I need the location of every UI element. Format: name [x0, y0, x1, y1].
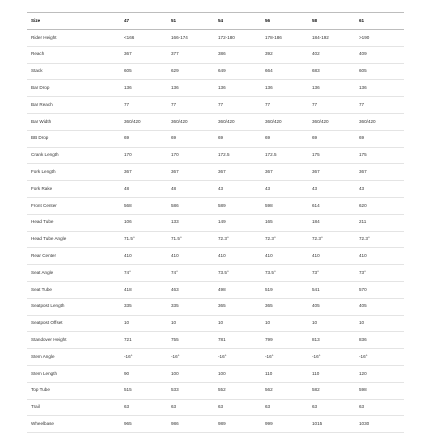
- table-cell: 63: [171, 399, 218, 416]
- table-cell: 360/420: [359, 113, 404, 130]
- table-row: [27, 97, 404, 114]
- table-cell: 360/420: [312, 113, 359, 130]
- table-cell: 1030: [359, 416, 404, 433]
- table-cell: 175: [359, 147, 404, 164]
- table-cell: 649: [218, 63, 265, 80]
- table-row: [27, 332, 404, 349]
- table-cell: 836: [359, 332, 404, 349]
- table-row: [27, 298, 404, 315]
- table-cell: 69: [265, 130, 312, 147]
- table-cell: 418: [124, 281, 171, 298]
- row-label: Stack: [27, 63, 124, 80]
- table-cell: 582: [312, 382, 359, 399]
- table-cell: 405: [312, 298, 359, 315]
- table-cell: 367: [171, 164, 218, 181]
- table-cell: 377: [171, 46, 218, 63]
- table-cell: 100: [218, 365, 265, 382]
- table-cell: 367: [359, 164, 404, 181]
- table-cell: 498: [218, 281, 265, 298]
- table-cell: 410: [218, 248, 265, 265]
- table-cell: 586: [171, 197, 218, 214]
- table-cell: 69: [359, 130, 404, 147]
- table-row: [27, 248, 404, 265]
- table-cell: 360/420: [171, 113, 218, 130]
- row-label: Crank Length: [27, 147, 124, 164]
- table-row: [27, 46, 404, 63]
- row-label: Stem Length: [27, 365, 124, 382]
- row-label: Front Center: [27, 197, 124, 214]
- table-cell: 541: [312, 281, 359, 298]
- table-cell: 360/420: [218, 113, 265, 130]
- table-cell: 133: [171, 214, 218, 231]
- table-cell: 367: [124, 164, 171, 181]
- table-cell: 10: [312, 315, 359, 332]
- table-cell: 999: [265, 416, 312, 433]
- row-label: Head Tube: [27, 214, 124, 231]
- table-cell: 178-186: [265, 30, 312, 47]
- table-cell: 360/420: [124, 113, 171, 130]
- table-row: [27, 147, 404, 164]
- table-cell: 721: [124, 332, 171, 349]
- table-cell: 410: [359, 248, 404, 265]
- table-cell: 166-174: [171, 30, 218, 47]
- column-header-size: Size: [27, 13, 124, 30]
- table-cell: 184-192: [312, 30, 359, 47]
- table-cell: 63: [124, 399, 171, 416]
- table-cell: 335: [171, 298, 218, 315]
- table-cell: 63: [265, 399, 312, 416]
- table-cell: -16°: [312, 349, 359, 366]
- table-cell: 463: [171, 281, 218, 298]
- table-row: [27, 164, 404, 181]
- table-cell: 73.5°: [265, 265, 312, 282]
- table-row: [27, 80, 404, 97]
- table-cell: 10: [171, 315, 218, 332]
- table-cell: 598: [359, 382, 404, 399]
- table-row: [27, 63, 404, 80]
- row-label: Bar Drop: [27, 80, 124, 97]
- row-label: Seatpost Length: [27, 298, 124, 315]
- row-label: Head Tube Angle: [27, 231, 124, 248]
- table-cell: 755: [171, 332, 218, 349]
- table-cell: 74°: [124, 265, 171, 282]
- table-row: [27, 231, 404, 248]
- table-cell: 410: [124, 248, 171, 265]
- table-cell: 392: [265, 46, 312, 63]
- row-label: Fork Rake: [27, 181, 124, 198]
- table-row: [27, 30, 404, 47]
- geometry-table-container: [27, 12, 404, 433]
- table-cell: 405: [359, 298, 404, 315]
- table-row: [27, 416, 404, 433]
- table-cell: 335: [124, 298, 171, 315]
- table-cell: 365: [218, 298, 265, 315]
- table-cell: 605: [124, 63, 171, 80]
- table-cell: 629: [171, 63, 218, 80]
- table-cell: 77: [124, 97, 171, 114]
- table-cell: 136: [124, 80, 171, 97]
- table-cell: 72.3°: [359, 231, 404, 248]
- table-cell: 110: [312, 365, 359, 382]
- table-cell: 10: [218, 315, 265, 332]
- table-cell: 77: [218, 97, 265, 114]
- table-cell: 69: [171, 130, 218, 147]
- table-cell: 170: [124, 147, 171, 164]
- table-row: [27, 197, 404, 214]
- table-cell: -16°: [218, 349, 265, 366]
- table-row: [27, 181, 404, 198]
- table-cell: 10: [265, 315, 312, 332]
- row-label: Top Tube: [27, 382, 124, 399]
- row-label: Seat Angle: [27, 265, 124, 282]
- table-cell: 175: [312, 147, 359, 164]
- table-cell: 1015: [312, 416, 359, 433]
- table-cell: 77: [359, 97, 404, 114]
- table-cell: 73°: [359, 265, 404, 282]
- table-cell: 69: [218, 130, 265, 147]
- table-cell: -16°: [359, 349, 404, 366]
- table-cell: 77: [312, 97, 359, 114]
- table-cell: 410: [171, 248, 218, 265]
- table-cell: 72.3°: [312, 231, 359, 248]
- table-cell: 100: [171, 365, 218, 382]
- table-cell: 136: [171, 80, 218, 97]
- table-row: [27, 399, 404, 416]
- table-cell: 367: [312, 164, 359, 181]
- table-cell: 409: [359, 46, 404, 63]
- table-cell: 813: [312, 332, 359, 349]
- table-cell: 562: [265, 382, 312, 399]
- table-cell: 136: [265, 80, 312, 97]
- table-cell: -16°: [171, 349, 218, 366]
- table-row: [27, 315, 404, 332]
- row-label: Rear Center: [27, 248, 124, 265]
- table-cell: 106: [124, 214, 171, 231]
- table-cell: 136: [218, 80, 265, 97]
- table-cell: 184: [312, 214, 359, 231]
- table-row: [27, 130, 404, 147]
- table-cell: 172.5: [265, 147, 312, 164]
- table-cell: 620: [359, 197, 404, 214]
- table-cell: 614: [312, 197, 359, 214]
- table-cell: 77: [171, 97, 218, 114]
- table-cell: 781: [218, 332, 265, 349]
- table-cell: 605: [359, 63, 404, 80]
- table-cell: 73°: [312, 265, 359, 282]
- table-cell: 570: [359, 281, 404, 298]
- table-row: [27, 382, 404, 399]
- table-cell: 170: [171, 147, 218, 164]
- table-cell: 136: [312, 80, 359, 97]
- row-label: Bar Width: [27, 113, 124, 130]
- table-cell: 48: [124, 181, 171, 198]
- table-cell: 664: [265, 63, 312, 80]
- table-cell: -16°: [265, 349, 312, 366]
- table-cell: 799: [265, 332, 312, 349]
- row-label: Standover Height: [27, 332, 124, 349]
- table-cell: -16°: [124, 349, 171, 366]
- table-body: [27, 30, 404, 433]
- table-cell: 568: [124, 197, 171, 214]
- table-cell: 598: [265, 197, 312, 214]
- table-cell: 63: [218, 399, 265, 416]
- table-cell: 43: [218, 181, 265, 198]
- table-cell: 165: [265, 214, 312, 231]
- table-cell: 69: [124, 130, 171, 147]
- column-header-58: 58: [312, 13, 359, 30]
- table-cell: 519: [265, 281, 312, 298]
- table-cell: 402: [312, 46, 359, 63]
- table-cell: 77: [265, 97, 312, 114]
- row-label: Bar Reach: [27, 97, 124, 114]
- table-cell: 74°: [171, 265, 218, 282]
- table-cell: 71.5°: [171, 231, 218, 248]
- table-cell: 365: [265, 298, 312, 315]
- table-cell: 172-180: [218, 30, 265, 47]
- row-label: Wheelbase: [27, 416, 124, 433]
- table-cell: 63: [359, 399, 404, 416]
- row-label: Rider Height: [27, 30, 124, 47]
- table-cell: 149: [218, 214, 265, 231]
- table-cell: 72.3°: [265, 231, 312, 248]
- table-cell: 110: [265, 365, 312, 382]
- table-cell: 43: [265, 181, 312, 198]
- row-label: Reach: [27, 46, 124, 63]
- row-label: Fork Length: [27, 164, 124, 181]
- row-label: Stem Angle: [27, 349, 124, 366]
- table-cell: 986: [171, 416, 218, 433]
- table-cell: >190: [359, 30, 404, 47]
- table-row: [27, 365, 404, 382]
- table-cell: 71.5°: [124, 231, 171, 248]
- table-cell: 90: [124, 365, 171, 382]
- table-cell: 683: [312, 63, 359, 80]
- table-cell: 43: [359, 181, 404, 198]
- table-cell: 136: [359, 80, 404, 97]
- table-cell: 73.5°: [218, 265, 265, 282]
- table-cell: 533: [171, 382, 218, 399]
- table-header: [27, 13, 404, 30]
- column-header-56: 56: [265, 13, 312, 30]
- table-cell: 43: [312, 181, 359, 198]
- table-cell: 410: [312, 248, 359, 265]
- table-cell: 120: [359, 365, 404, 382]
- table-cell: 589: [218, 197, 265, 214]
- table-cell: 72.3°: [218, 231, 265, 248]
- table-cell: 386: [218, 46, 265, 63]
- table-cell: 48: [171, 181, 218, 198]
- table-cell: 965: [124, 416, 171, 433]
- table-cell: 211: [359, 214, 404, 231]
- table-cell: 63: [312, 399, 359, 416]
- table-row: [27, 265, 404, 282]
- table-row: [27, 113, 404, 130]
- table-cell: 552: [218, 382, 265, 399]
- table-cell: 367: [218, 164, 265, 181]
- row-label: Seat Tube: [27, 281, 124, 298]
- row-label: Seatpost Offset: [27, 315, 124, 332]
- table-cell: 515: [124, 382, 171, 399]
- row-label: Trail: [27, 399, 124, 416]
- table-cell: 410: [265, 248, 312, 265]
- table-cell: 69: [312, 130, 359, 147]
- table-cell: 10: [124, 315, 171, 332]
- table-row: [27, 281, 404, 298]
- table-cell: 10: [359, 315, 404, 332]
- column-header-51: 51: [171, 13, 218, 30]
- row-label: BB Drop: [27, 130, 124, 147]
- table-cell: 172.5: [218, 147, 265, 164]
- geometry-table: [27, 12, 404, 433]
- column-header-61: 61: [359, 13, 404, 30]
- table-row: [27, 349, 404, 366]
- table-cell: 989: [218, 416, 265, 433]
- table-row: [27, 214, 404, 231]
- header-row: [27, 13, 404, 30]
- table-cell: 367: [265, 164, 312, 181]
- column-header-54: 54: [218, 13, 265, 30]
- table-cell: 360/420: [265, 113, 312, 130]
- table-cell: <166: [124, 30, 171, 47]
- table-cell: 367: [124, 46, 171, 63]
- column-header-47: 47: [124, 13, 171, 30]
